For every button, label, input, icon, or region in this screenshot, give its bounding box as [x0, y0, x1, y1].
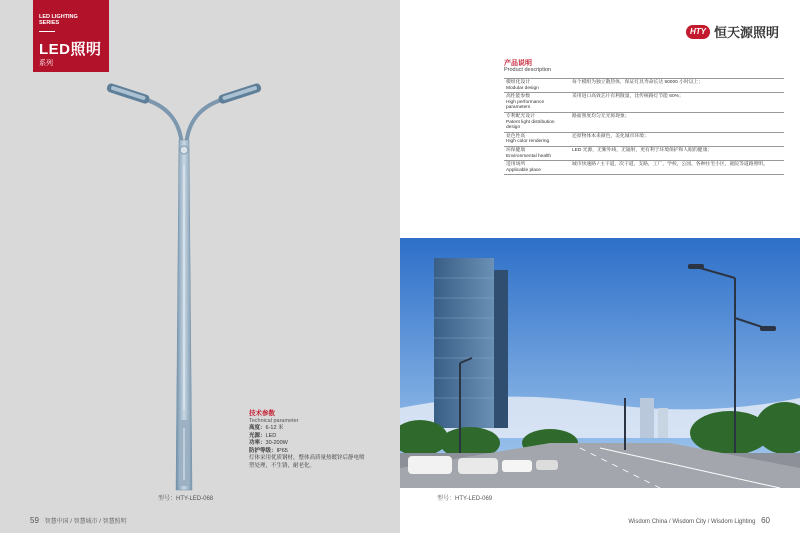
product-title: 产品说明: [504, 60, 532, 67]
series-tag-line1: LED LIGHTING: [39, 14, 78, 20]
spec-key: 功率：: [249, 440, 266, 446]
feature-name-en: High color rendering: [506, 139, 550, 145]
feature-name: [504, 132, 570, 146]
feature-name: [504, 146, 570, 160]
feature-desc: 城市快速路 / 主干道，次干道，支路，工厂，学校，公园，各种住宅小区，庭院等道路照明。: [570, 161, 784, 175]
feature-desc: LED 光源，无紫外线，无辐射，更有利于环境保护和人眼的健康；: [570, 146, 784, 160]
spec-key: 高度：: [249, 425, 266, 431]
feature-name-en: Patent light distribution design: [506, 119, 555, 131]
feature-name-en: Modular design: [506, 85, 539, 91]
feature-name: [504, 161, 570, 175]
footer-text-right: Wisdom China / Wisdom City / Wisdom Lighting: [628, 519, 756, 525]
table-row: [504, 146, 784, 160]
feature-desc: 采用进口高效芯片有利散量，比传统路灯节能 60%；: [570, 93, 784, 113]
model-number-left: 型号：HTY-LED-068: [158, 496, 214, 502]
feature-name: [504, 112, 570, 132]
page-number-right: 60: [761, 516, 770, 525]
page-number-left: 59: [30, 516, 39, 525]
feature-name-en: Environmental health: [506, 153, 552, 159]
feature-name-cn: 高性能参数: [506, 94, 530, 100]
spec-value: LED: [265, 432, 277, 439]
spec-row: [249, 440, 399, 448]
feature-name-cn: 环保健康: [506, 147, 526, 153]
street-scene-photo: [400, 238, 800, 488]
spec-row: [249, 425, 399, 433]
spec-value: IP65: [276, 447, 288, 454]
series-title: LED照明: [39, 41, 102, 58]
spec-row: [249, 448, 399, 456]
spec-value: 6-12 米: [265, 425, 284, 431]
feature-name-cn: 显色性高: [506, 133, 526, 139]
feature-name-en: High performance parameters: [506, 99, 545, 111]
company-logo: [686, 22, 779, 41]
series-tag-line2: SERIES: [39, 20, 60, 26]
feature-desc: 路面照度均匀无光斑现象；: [570, 112, 784, 132]
technical-parameters: [249, 410, 399, 470]
spec-value: 30-200W: [265, 440, 288, 446]
feature-desc: 每个模组为独立散热体，保证灯具寿命长达 50000 小时以上；: [570, 79, 784, 93]
feature-name-cn: 专利配光设计: [506, 113, 535, 119]
feature-name-cn: 模组化设计: [506, 80, 530, 85]
table-row: [504, 132, 784, 146]
footer-right: [628, 516, 770, 525]
table-row: [504, 112, 784, 132]
table-row: [504, 79, 784, 93]
table-row: [504, 161, 784, 175]
feature-name: [504, 93, 570, 113]
logo-name: 恒天源照明: [714, 25, 780, 40]
spec-note-line2: 塑处理，不生锈，耐老化。: [249, 462, 316, 469]
feature-name-en: Applicable place: [506, 167, 541, 173]
series-subtitle: 系列: [39, 60, 53, 67]
product-subtitle: Product description: [504, 67, 552, 73]
footer-text-left: 智慧中国 / 智慧城市 / 智慧照明: [44, 519, 127, 525]
product-description-table: [504, 78, 784, 175]
model-number-right: 型号：HTY-LED-069: [437, 496, 493, 502]
spec-key: 光源：: [249, 432, 266, 439]
spec-row: [249, 433, 399, 441]
spec-note-line1: 灯体采用优质钢材，整体高质量热镀锌后静电喷: [249, 455, 365, 461]
street-scene-illustration: [400, 238, 800, 488]
footer-left: [30, 516, 127, 525]
specs-heading: 技术参数: [249, 410, 275, 417]
feature-name-cn: 适用场所: [506, 162, 526, 168]
table-row: [504, 93, 784, 113]
spec-key: 防护等级：: [249, 447, 277, 454]
feature-desc: 还原物体本来颜色，美化城市环境；: [570, 132, 784, 146]
logo-mark: HTY: [686, 25, 710, 39]
specs-heading-en: Technical parameter: [249, 417, 299, 424]
feature-name: [504, 79, 570, 93]
